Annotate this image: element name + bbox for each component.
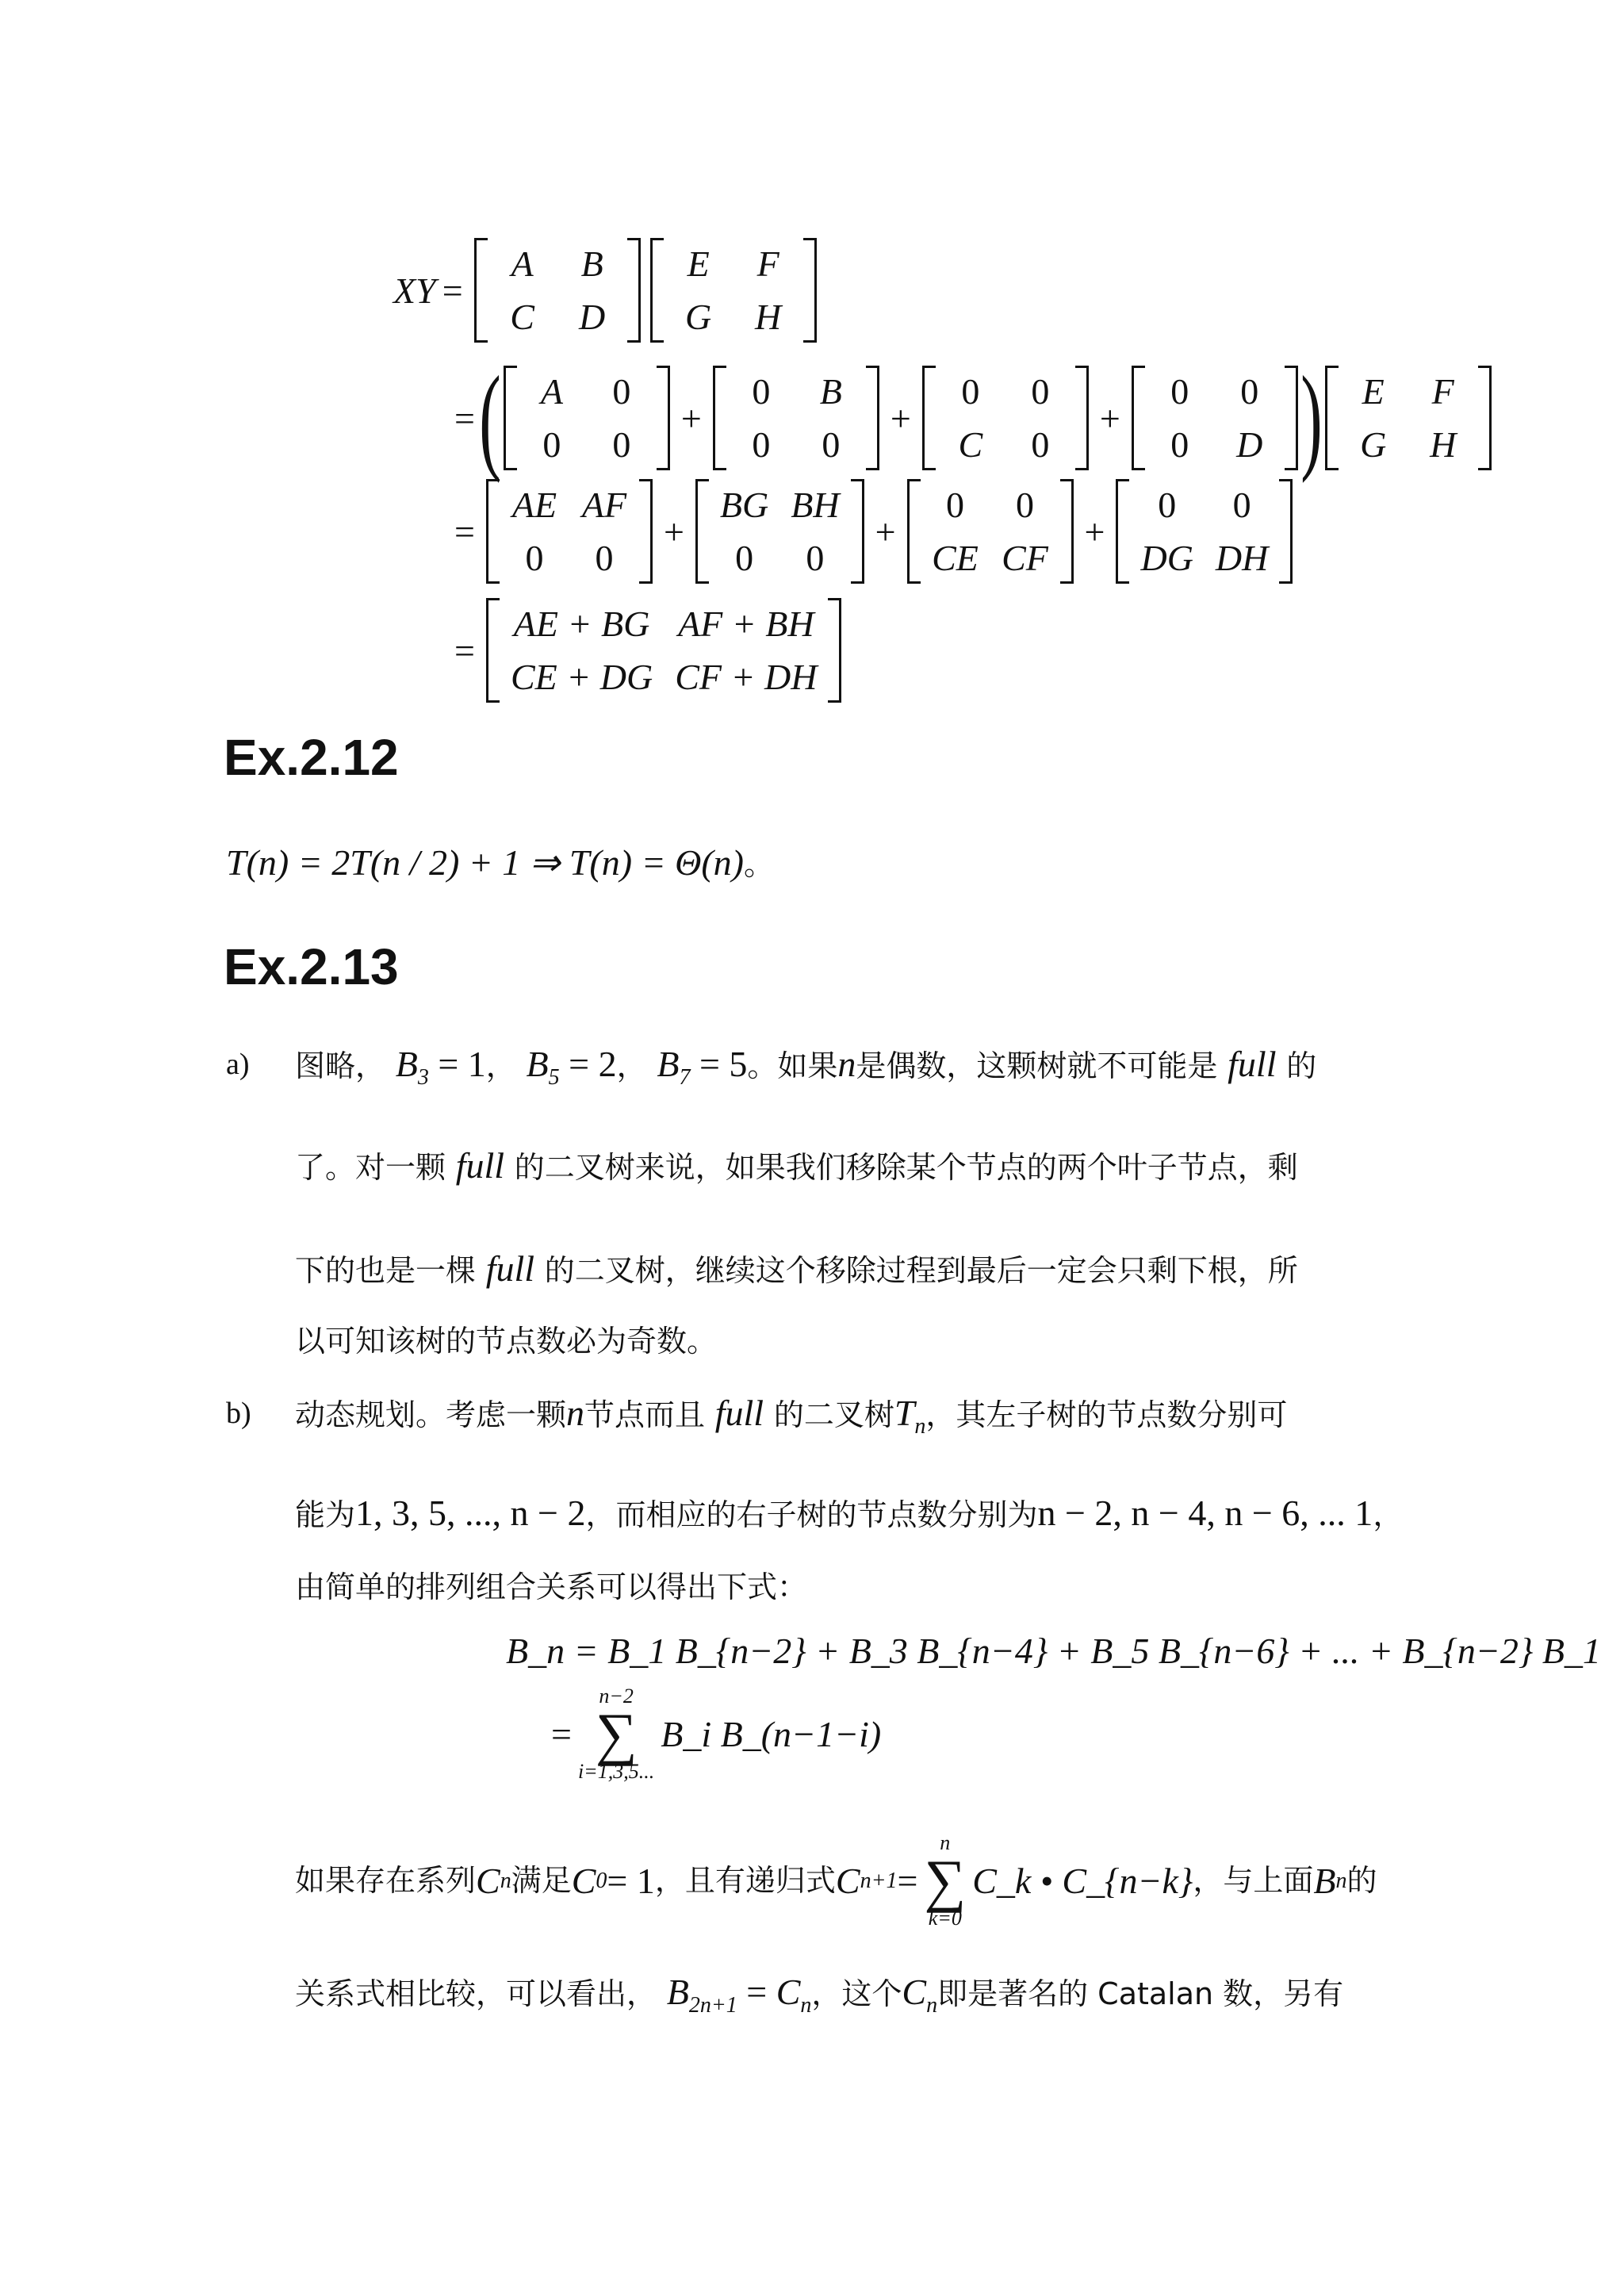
text: 动态规划。考虑一颗: [295, 1397, 567, 1432]
text: 的: [1346, 1863, 1377, 1899]
left-bracket: [695, 479, 709, 584]
a-line-3: [295, 1245, 1298, 1293]
text: 图略，: [295, 1048, 386, 1083]
b-line-1: [295, 1389, 1287, 1441]
equals: =: [737, 1972, 776, 2012]
equals: =: [551, 1713, 572, 1754]
text: 下的也是一棵: [295, 1253, 477, 1288]
matrix-cell: A: [511, 243, 534, 284]
matrix-cell: C: [958, 424, 983, 465]
text: 。如果: [747, 1048, 838, 1083]
text: 是偶数，这颗树就不可能是: [856, 1048, 1218, 1083]
matrix-grid: [664, 238, 803, 343]
matrix-cell: 0: [1170, 371, 1189, 412]
matrix-cell: E: [1362, 371, 1385, 412]
matrix-cell: A: [540, 371, 563, 412]
matrix-product-d: [1116, 479, 1293, 584]
matrix-cell: AE + BG: [513, 604, 650, 644]
left-bracket: [650, 238, 664, 343]
left-bracket: [486, 479, 500, 584]
text: ，其左子树的节点数分别可: [925, 1397, 1288, 1432]
b-line-2: [295, 1489, 1403, 1537]
matrix-cell: AF + BH: [678, 604, 814, 644]
var-b: B: [395, 1044, 418, 1084]
matrix-grid: [1145, 366, 1285, 470]
subscript: 3: [417, 1065, 429, 1090]
text: 关系式相比较，可以看出，: [295, 1976, 657, 2011]
open-paren: (: [479, 352, 501, 484]
matrix-cell: B: [819, 371, 842, 412]
matrix-cell: CF: [1002, 538, 1048, 578]
matrix-cell: BG: [719, 485, 769, 525]
var-c: C: [902, 1972, 927, 2012]
equals: =: [454, 630, 475, 671]
var-c: C: [835, 1860, 860, 1901]
matrix-cell: 0: [752, 371, 771, 412]
matrix-term-a: [504, 366, 670, 470]
matrix-xy-2: [650, 238, 817, 343]
matrix-product-b: [695, 479, 864, 584]
item-label-a: a): [226, 1048, 250, 1081]
matrix-cell: 0: [735, 538, 754, 578]
plus: +: [1099, 397, 1120, 439]
text: 以可知该树的节点数必为奇数。: [295, 1324, 718, 1359]
right-bracket: [639, 479, 653, 584]
subscript: 0: [596, 1868, 607, 1893]
var-c: C: [776, 1972, 801, 2012]
matrix-cell: B: [580, 243, 603, 284]
matrix-cell: 0: [752, 424, 771, 465]
text: 即是著名的 Catalan 数，另有: [937, 1976, 1344, 2011]
left-bracket: [504, 366, 517, 470]
equals: =: [454, 397, 475, 439]
plus: +: [890, 397, 911, 439]
var-c: C: [476, 1860, 500, 1901]
subscript: n+1: [860, 1868, 898, 1893]
matrix-cell: 0: [1031, 371, 1050, 412]
matrix-product-a: [486, 479, 653, 584]
sequence-left: 1, 3, 5, ..., n − 2: [355, 1493, 586, 1533]
matrix-cell: 0: [1031, 424, 1050, 465]
sum-symbol: n ∑ k=0: [924, 1831, 967, 1930]
term-full: full: [485, 1248, 535, 1289]
matrix-product-c: [907, 479, 1074, 584]
var-b: B: [657, 1044, 680, 1084]
value: = 1: [428, 1044, 486, 1084]
text: 节点而且: [584, 1397, 706, 1432]
matrix-cell: 0: [1170, 424, 1189, 465]
matrix-cell: H: [1430, 424, 1457, 465]
var-t: T: [894, 1393, 915, 1433]
b-eq-2: [551, 1685, 881, 1784]
value: = 5: [690, 1044, 748, 1084]
matrix-cell: 0: [612, 424, 631, 465]
subscript: 2n+1: [688, 1993, 737, 2018]
matrix-cell: F: [756, 243, 779, 284]
matrix-term-c: [922, 366, 1089, 470]
text: ，且有递归式: [654, 1863, 836, 1899]
left-bracket: [474, 238, 488, 343]
text: ，: [1373, 1497, 1404, 1532]
matrix-cell: 0: [1232, 485, 1251, 525]
sum-lower: k=0: [928, 1907, 962, 1930]
right-bracket: [803, 238, 817, 343]
left-bracket: [713, 366, 726, 470]
matrix-eq-line-1: [393, 238, 822, 343]
a-line-2: [295, 1142, 1298, 1190]
matrix-cell: CE: [932, 538, 979, 578]
var-n: n: [837, 1044, 856, 1084]
text: 的二叉树，继续这个移除过程到最后一定会只剩下根，所: [544, 1253, 1298, 1288]
matrix-cell: CF + DH: [675, 657, 818, 697]
matrix-cell: C: [510, 297, 534, 337]
value: = 2: [559, 1044, 617, 1084]
b-eq-1: [506, 1627, 1601, 1675]
subscript: 5: [548, 1065, 560, 1090]
matrix-cell: DH: [1215, 538, 1269, 578]
matrix-cell: 0: [946, 485, 965, 525]
matrix-cell: AF: [581, 485, 627, 525]
matrix-cell: 0: [1240, 371, 1259, 412]
heading-ex-2-12: Ex.2.12: [224, 729, 399, 786]
subscript: n: [500, 1868, 511, 1893]
item-label-b: b): [226, 1397, 251, 1430]
matrix-cell: D: [1236, 424, 1263, 465]
text: ，: [485, 1048, 516, 1083]
matrix-grid: [1339, 366, 1478, 470]
text: 的: [1286, 1048, 1317, 1083]
plus: +: [1084, 511, 1105, 552]
left-bracket: [907, 479, 921, 584]
subscript: n: [914, 1414, 926, 1439]
term-full: full: [714, 1393, 764, 1433]
matrix-grid: [936, 366, 1075, 470]
right-bracket: [866, 366, 879, 470]
plus: +: [663, 511, 684, 552]
sum-symbol: n−2 ∑ i=1,3,5...: [577, 1685, 655, 1784]
close-paren: ): [1300, 352, 1323, 484]
text: 的二叉树: [773, 1397, 894, 1432]
matrix-xy-1: [474, 238, 641, 343]
subscript: n: [800, 1993, 812, 2018]
matrix-result: [486, 598, 842, 703]
matrix-grid: [488, 238, 627, 343]
matrix-cell: H: [755, 297, 782, 337]
heading-ex-2-13: Ex.2.13: [224, 938, 399, 995]
sum-lower: i=1,3,5...: [577, 1760, 655, 1784]
term-full: full: [1228, 1044, 1277, 1084]
right-bracket: [1285, 366, 1298, 470]
sum-body: B_i B_(n−1−i): [661, 1713, 882, 1754]
plus: +: [680, 397, 702, 439]
var-c: C: [571, 1860, 596, 1901]
matrix-cell: 0: [1016, 485, 1035, 525]
a-line-4: [295, 1320, 717, 1362]
matrix-cell: 0: [961, 371, 980, 412]
b-line-3: [295, 1566, 807, 1608]
c-line-1: [295, 1832, 1377, 1930]
term-full: full: [455, 1145, 505, 1186]
matrix-cell: 0: [525, 538, 544, 578]
text: 如果存在系列: [295, 1863, 477, 1899]
right-bracket: [828, 598, 841, 703]
equals: =: [454, 511, 475, 552]
matrix-cell: DG: [1140, 538, 1193, 578]
text: 的二叉树来说，如果我们移除某个节点的两个叶子节点，剩: [514, 1150, 1298, 1185]
recurrence-b: B_n = B_1 B_{n−2} + B_3 B_{n−4} + B_5 B_{n−6} + ... + B_{n−2} B_1: [506, 1631, 1601, 1671]
right-bracket: [1075, 366, 1089, 470]
matrix-grid: [921, 479, 1060, 584]
matrix-grid: [500, 598, 829, 703]
matrix-cell: 0: [806, 538, 825, 578]
matrix-grid: [517, 366, 657, 470]
left-bracket: [922, 366, 936, 470]
matrix-cell: G: [685, 297, 712, 337]
right-bracket: [1478, 366, 1492, 470]
var-b: B: [666, 1972, 689, 2012]
right-bracket: [657, 366, 670, 470]
left-bracket: [486, 598, 500, 703]
recurrence-formula: T(n) = 2T(n / 2) + 1 ⇒ T(n) = Θ(n): [226, 842, 744, 883]
plus: +: [875, 511, 896, 552]
text: ，这个: [811, 1976, 902, 2011]
right-bracket: [1060, 479, 1074, 584]
subscript: 7: [679, 1065, 691, 1090]
text: 了。对一颗: [295, 1150, 446, 1185]
matrix-grid: [726, 366, 866, 470]
matrix-cell: AE: [511, 485, 557, 525]
matrix-eq-line-4: [448, 598, 846, 703]
matrix-term-d: [1132, 366, 1298, 470]
c-line-2: [295, 1968, 1343, 2020]
matrix-cell: BH: [791, 485, 840, 525]
left-bracket: [1132, 366, 1145, 470]
value: = 1: [607, 1860, 655, 1901]
sum-body: C_k • C_{n−k}: [972, 1860, 1193, 1901]
matrix-cell: G: [1360, 424, 1387, 465]
equals: =: [897, 1860, 918, 1901]
sum-upper: n: [940, 1831, 951, 1854]
matrix-grid: [500, 479, 639, 584]
matrix-eq-line-2: [448, 352, 1496, 484]
text: ，而相应的右子树的节点数分别为: [585, 1497, 1038, 1532]
text: 满足: [511, 1863, 572, 1899]
left-bracket: [1325, 366, 1339, 470]
matrix-cell: 0: [612, 371, 631, 412]
matrix-grid: [1129, 479, 1279, 584]
right-bracket: [851, 479, 864, 584]
left-bracket: [1116, 479, 1129, 584]
matrix-cell: F: [1431, 371, 1454, 412]
text: ，: [616, 1048, 647, 1083]
right-bracket: [1279, 479, 1293, 584]
matrix-cell: CE + DG: [510, 657, 653, 697]
var-n: n: [566, 1393, 585, 1433]
text: ，与上面: [1193, 1863, 1314, 1899]
matrix-grid: [709, 479, 851, 584]
matrix-cell: 0: [1158, 485, 1177, 525]
matrix-cell: E: [687, 243, 710, 284]
matrix-cell: D: [579, 297, 606, 337]
var-b: B: [526, 1044, 549, 1084]
period: 。: [743, 847, 774, 882]
matrix-term-b: [713, 366, 879, 470]
matrix-eq-line-3: [448, 479, 1297, 584]
lhs-xy: XY: [393, 270, 436, 311]
a-line-1: [295, 1041, 1316, 1092]
sum-upper: n−2: [599, 1685, 634, 1708]
right-bracket: [627, 238, 641, 343]
matrix-cell: 0: [595, 538, 614, 578]
subscript: n: [926, 1993, 938, 2018]
ex-2-12-formula: [226, 839, 774, 887]
matrix-right: [1325, 366, 1492, 470]
subscript: n: [1335, 1868, 1347, 1893]
sequence-right: n − 2, n − 4, n − 6, ... 1: [1037, 1493, 1373, 1533]
equals: =: [442, 270, 463, 311]
matrix-cell: 0: [822, 424, 841, 465]
text: 由简单的排列组合关系可以得出下式：: [295, 1570, 808, 1604]
text: 能为: [295, 1497, 356, 1532]
matrix-cell: 0: [542, 424, 561, 465]
var-b: B: [1313, 1860, 1336, 1901]
